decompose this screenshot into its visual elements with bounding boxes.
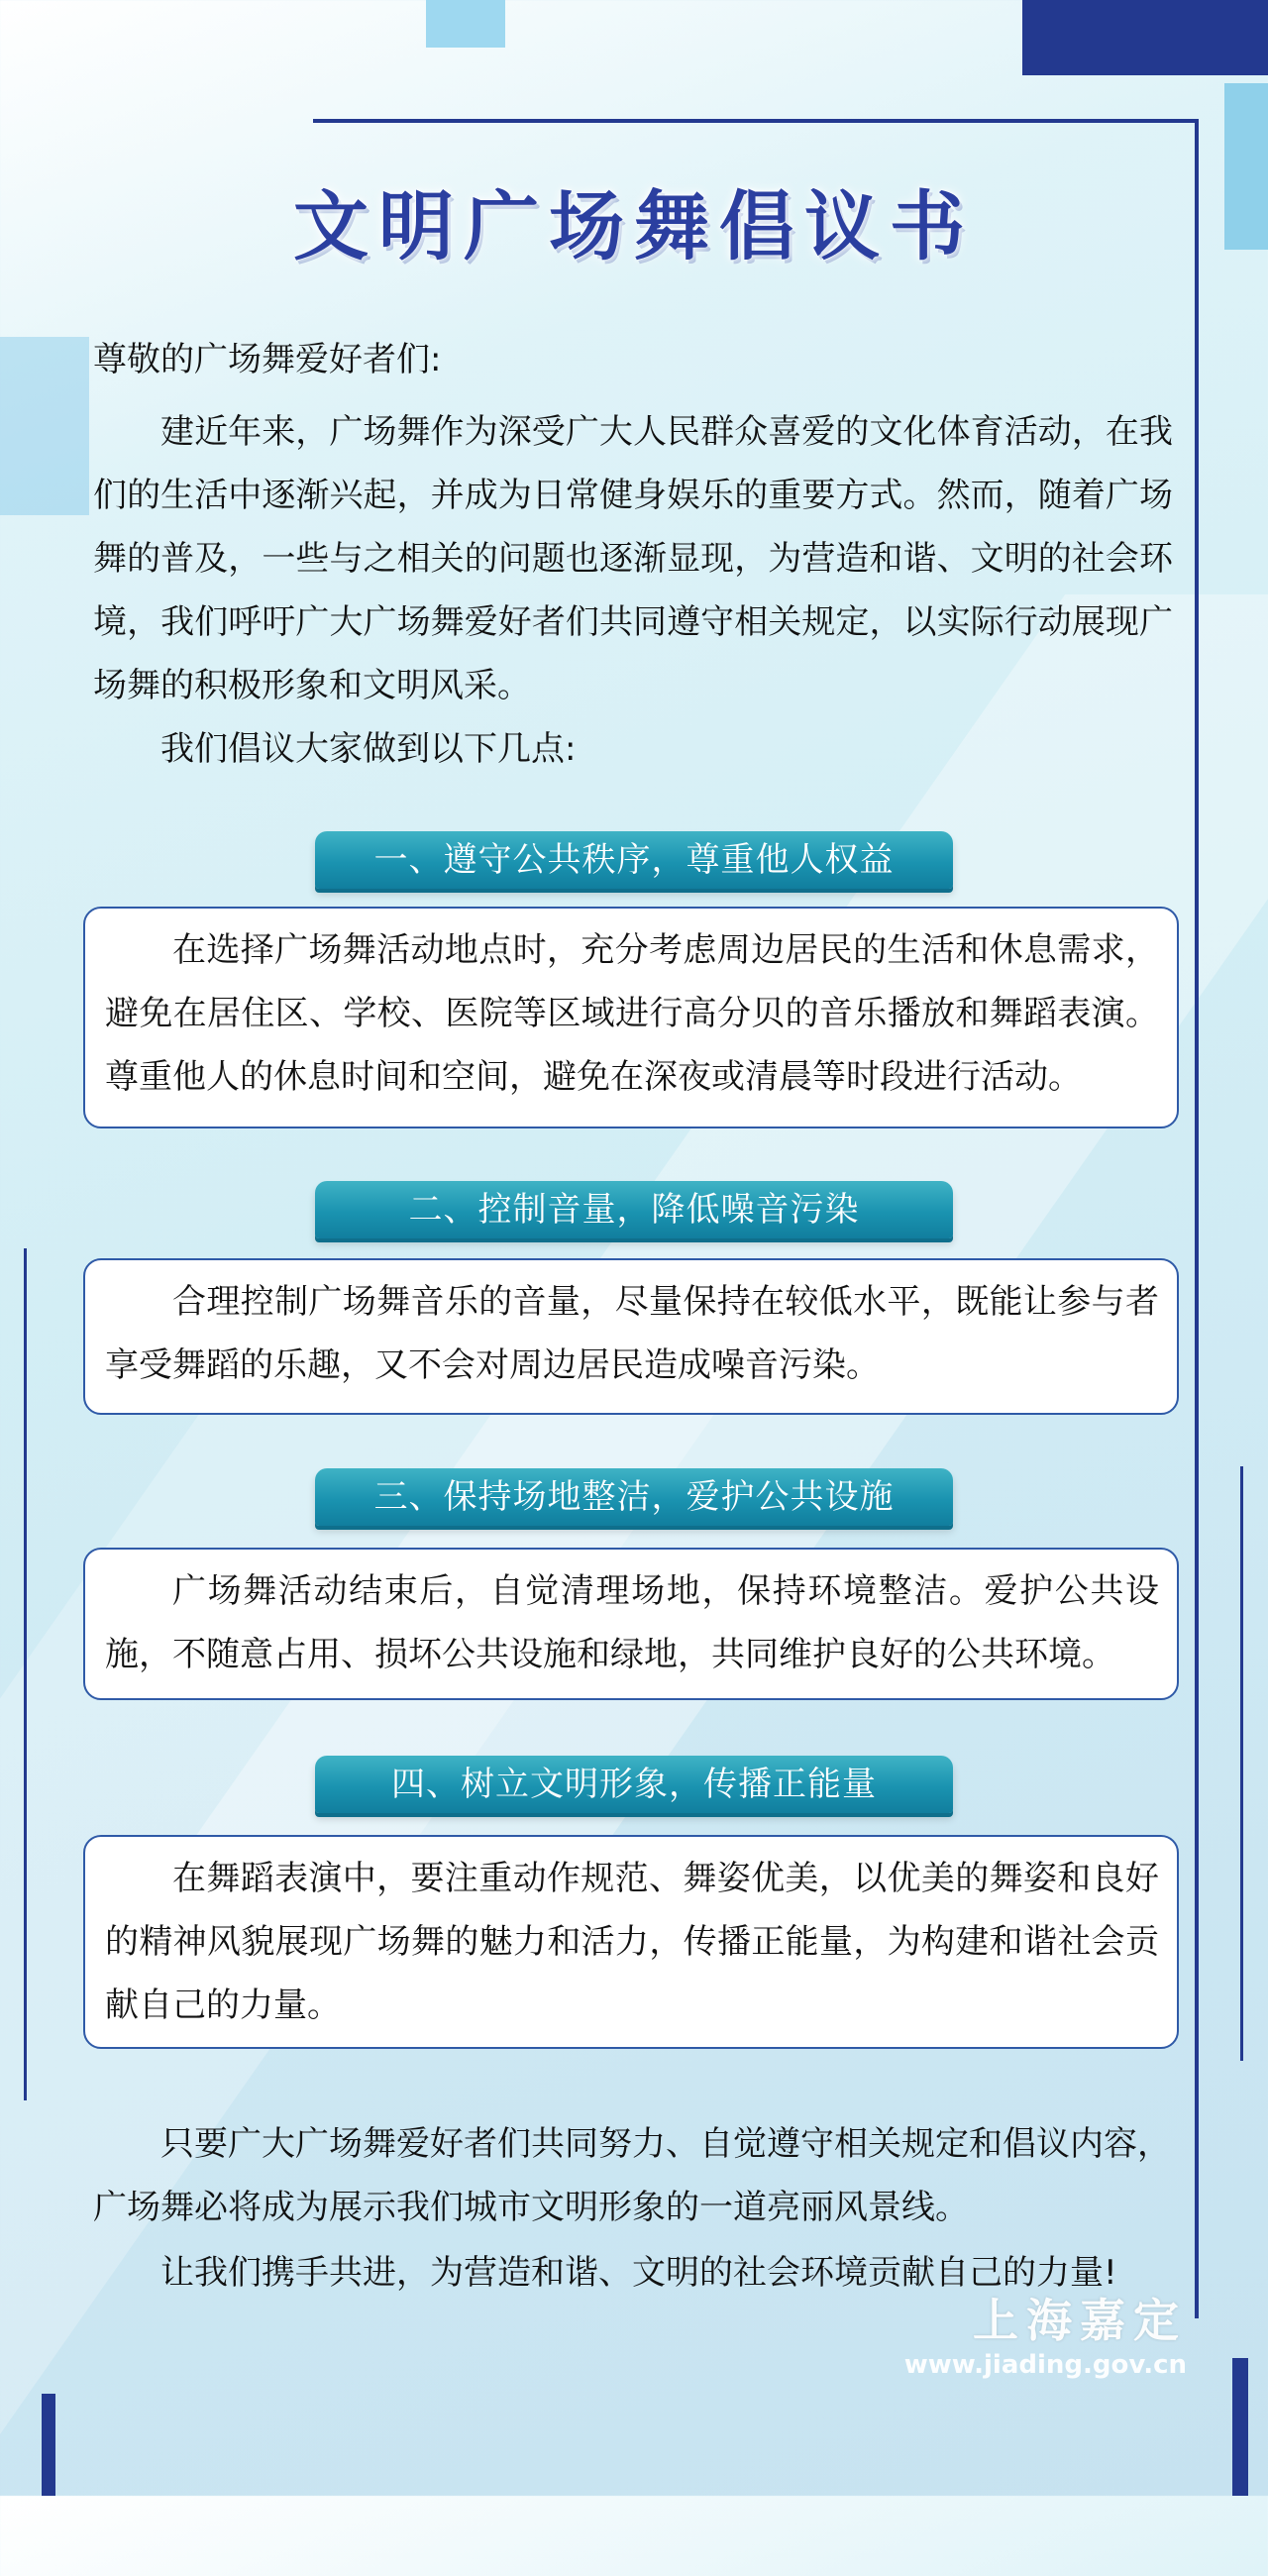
- page-title: 文明广场舞倡议书: [293, 182, 975, 270]
- section-heading-4: 四、树立文明形象，传播正能量: [315, 1756, 953, 1813]
- section-heading-2: 二、控制音量，降低噪音污染: [315, 1181, 953, 1238]
- top-left-tile: [426, 0, 505, 48]
- watermark-logo-text: 上海嘉定: [973, 2294, 1187, 2347]
- section-card-1: 在选择广场舞活动地点时，充分考虑周边居民的生活和休息需求，避免在居住区、学校、医院等区域进行高分贝的音乐播放和舞蹈表演。尊重他人的休息时间和空间，避免在深夜或清晨等时段进行活动。: [83, 907, 1179, 1128]
- closing-call-to-action: 让我们携手共进，为营造和谐、文明的社会环境贡献自己的力量!: [160, 2253, 1117, 2293]
- right-vertical-line: [1195, 119, 1199, 2318]
- watermark-url: www.jiading.gov.cn: [903, 2350, 1187, 2380]
- left-vertical-line: [24, 1248, 27, 2100]
- top-left-tile: [0, 337, 89, 515]
- lead-paragraph: 我们倡议大家做到以下几点:: [160, 729, 577, 769]
- section-card-3: 广场舞活动结束后，自觉清理场地，保持环境整洁。爱护公共设施，不随意占用、损坏公共设施和绿地，共同维护良好的公共环境。: [83, 1548, 1179, 1700]
- right-inner-vertical-line: [1240, 1466, 1243, 2061]
- section-card-2: 合理控制广场舞音乐的音量，尽量保持在较低水平，既能让参与者享受舞蹈的乐趣，又不会对周边居民造成噪音污染。: [83, 1258, 1179, 1415]
- closing-paragraph: 只要广大广场舞爱好者们共同努力、自觉遵守相关规定和倡议内容，广场舞必将成为展示我们城市文明形象的一道亮丽风景线。: [93, 2124, 1171, 2227]
- watermark: [904, 2285, 1187, 2380]
- top-right-navy-block: [1022, 0, 1268, 75]
- section-card-4: 在舞蹈表演中，要注重动作规范、舞姿优美，以优美的舞姿和良好的精神风貌展现广场舞的魅力和活力，传播正能量，为构建和谐社会贡献自己的力量。: [83, 1835, 1179, 2049]
- top-rule-line: [313, 119, 1195, 123]
- section-heading-1: 一、遵守公共秩序，尊重他人权益: [315, 831, 953, 889]
- bottom-right-bar: [1232, 2358, 1248, 2496]
- intro-paragraph: 建近年来，广场舞作为深受广大人民群众喜爱的文化体育活动，在我们的生活中逐渐兴起，并成为日常健身娱乐的重要方式。然而，随着广场舞的普及，一些与之相关的问题也逐渐显现，为营造和谐、文明的社会环境，我们呼吁广大广场舞爱好者们共同遵守相关规定，以实际行动展现广场舞的积极形象和文明风采。: [93, 412, 1173, 705]
- greeting: 尊敬的广场舞爱好者们:: [93, 340, 442, 379]
- section-heading-3: 三、保持场地整洁，爱护公共设施: [315, 1468, 953, 1526]
- bottom-left-bar: [42, 2394, 55, 2496]
